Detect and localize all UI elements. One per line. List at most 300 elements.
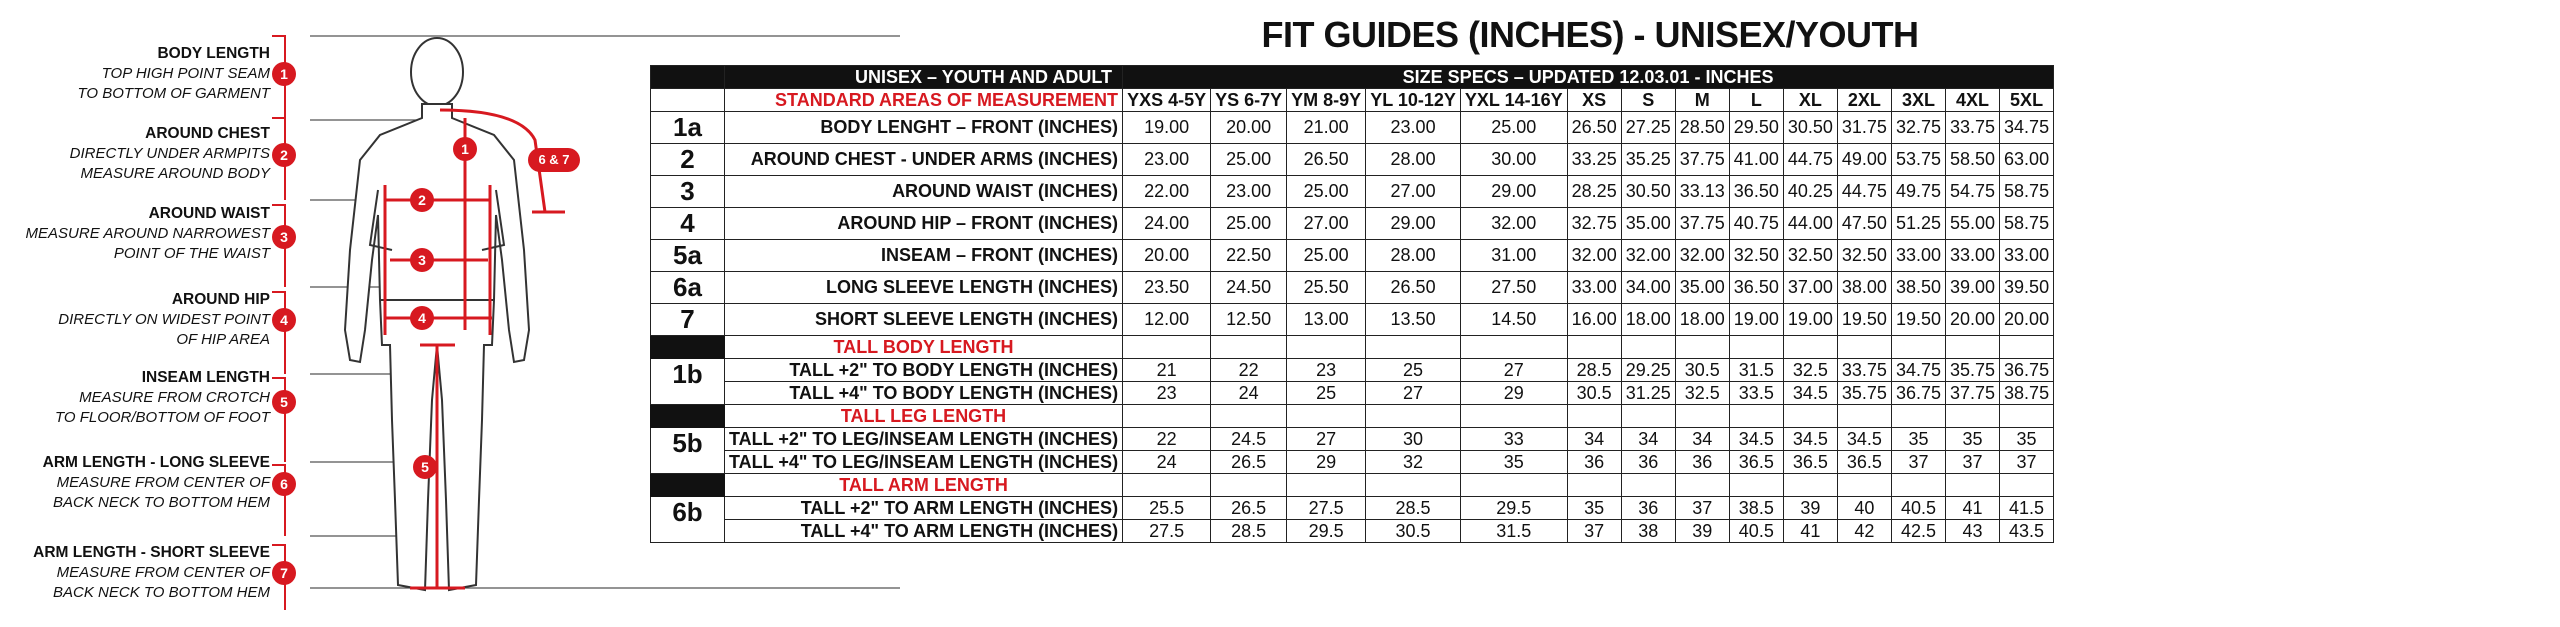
empty-cell: [1123, 405, 1211, 428]
empty-cell: [1287, 336, 1366, 359]
table-cell: 34.75: [1891, 359, 1945, 382]
table-cell: 36.50: [1729, 176, 1783, 208]
table-cell: 35.75: [1945, 359, 1999, 382]
table-cell: 23.00: [1211, 176, 1287, 208]
legend-number-4: 4: [272, 308, 296, 332]
table-cell: 39: [1675, 520, 1729, 543]
size-column-header: XS: [1567, 89, 1621, 112]
table-cell: 26.5: [1211, 497, 1287, 520]
size-header-blank: [651, 89, 725, 112]
legend-title: AROUND WAIST: [148, 205, 270, 222]
empty-cell: [1891, 474, 1945, 497]
table-cell: 33.75: [1837, 359, 1891, 382]
empty-cell: [1366, 336, 1461, 359]
legend-desc: OF HIP AREA: [176, 331, 270, 348]
table-cell: 19.00: [1123, 112, 1211, 144]
table-cell: 58.75: [2000, 208, 2054, 240]
tall-group-bar: [651, 336, 725, 359]
table-cell: 23.00: [1123, 144, 1211, 176]
legend-item: [0, 543, 270, 603]
row-id: 3: [651, 176, 725, 208]
legend-number-2: 2: [272, 143, 296, 167]
table-row: [651, 176, 2054, 208]
table-cell: 25: [1366, 359, 1461, 382]
figure-marker-5: 5: [413, 455, 437, 479]
legend-item: [0, 204, 270, 264]
empty-cell: [1287, 405, 1366, 428]
table-cell: 34.5: [1783, 382, 1837, 405]
empty-cell: [1621, 474, 1675, 497]
table-cell: 34.5: [1729, 428, 1783, 451]
table-cell: 13.50: [1366, 304, 1461, 336]
table-cell: 44.75: [1837, 176, 1891, 208]
legend-desc: MEASURE AROUND NARROWEST: [25, 225, 270, 242]
table-cell: 44.00: [1783, 208, 1837, 240]
table-cell: 21.00: [1287, 112, 1366, 144]
empty-cell: [1460, 474, 1567, 497]
empty-cell: [1945, 474, 1999, 497]
table-cell: 28.50: [1675, 112, 1729, 144]
table-row: [651, 359, 2054, 382]
row-id: 4: [651, 208, 725, 240]
empty-cell: [2000, 405, 2054, 428]
table-cell: 58.75: [2000, 176, 2054, 208]
empty-cell: [1783, 474, 1837, 497]
table-cell: 29.50: [1729, 112, 1783, 144]
table-row: [651, 451, 2054, 474]
empty-cell: [1211, 405, 1287, 428]
table-cell: 12.50: [1211, 304, 1287, 336]
table-cell: 36.5: [1729, 451, 1783, 474]
table-cell: 23.50: [1123, 272, 1211, 304]
table-cell: 32: [1366, 451, 1461, 474]
table-cell: 25.50: [1287, 272, 1366, 304]
legend-number-5: 5: [272, 390, 296, 414]
size-spec-table: [650, 65, 2054, 543]
empty-cell: [1729, 474, 1783, 497]
empty-cell: [1621, 405, 1675, 428]
tall-group-heading: TALL BODY LENGTH: [725, 336, 1123, 359]
empty-cell: [1287, 474, 1366, 497]
size-header-row: [651, 89, 2054, 112]
table-cell: 40: [1837, 497, 1891, 520]
table-cell: 24: [1211, 382, 1287, 405]
table-cell: 31.25: [1621, 382, 1675, 405]
legend-desc: TO FLOOR/BOTTOM OF FOOT: [54, 409, 270, 426]
table-cell: 29: [1460, 382, 1567, 405]
legend-item: [0, 44, 270, 104]
table-cell: 30.50: [1783, 112, 1837, 144]
tall-group-heading-row: [651, 405, 2054, 428]
table-cell: 34: [1567, 428, 1621, 451]
table-row: [651, 428, 2054, 451]
table-cell: 34.5: [1837, 428, 1891, 451]
legend-desc: POINT OF THE WAIST: [113, 245, 270, 262]
legend-item: [0, 368, 270, 428]
table-cell: 20.00: [1123, 240, 1211, 272]
table-cell: 41.00: [1729, 144, 1783, 176]
legend-number-6: 6: [272, 472, 296, 496]
table-cell: 31.75: [1837, 112, 1891, 144]
table-cell: 28.5: [1567, 359, 1621, 382]
table-cell: 18.00: [1621, 304, 1675, 336]
table-cell: 32.00: [1460, 208, 1567, 240]
table-cell: 36: [1621, 497, 1675, 520]
table-cell: 38.50: [1891, 272, 1945, 304]
table-cell: 14.50: [1460, 304, 1567, 336]
table-cell: 33.5: [1729, 382, 1783, 405]
table-cell: 13.00: [1287, 304, 1366, 336]
table-cell: 30.50: [1621, 176, 1675, 208]
table-cell: 37: [1891, 451, 1945, 474]
measurement-label: TALL +2" TO LEG/INSEAM LENGTH (INCHES): [725, 428, 1123, 451]
size-column-header: YL 10-12Y: [1366, 89, 1461, 112]
table-cell: 36.50: [1729, 272, 1783, 304]
empty-cell: [1211, 336, 1287, 359]
measurement-label: INSEAM – FRONT (INCHES): [725, 240, 1123, 272]
table-cell: 28.00: [1366, 144, 1461, 176]
table-cell: 33.00: [1891, 240, 1945, 272]
standard-areas-label: STANDARD AREAS OF MEASUREMENT: [725, 89, 1123, 112]
size-column-header: 5XL: [2000, 89, 2054, 112]
measurement-label: AROUND CHEST - UNDER ARMS (INCHES): [725, 144, 1123, 176]
row-id: 5a: [651, 240, 725, 272]
table-cell: 35: [1460, 451, 1567, 474]
table-cell: 37: [1675, 497, 1729, 520]
table-cell: 40.5: [1891, 497, 1945, 520]
table-cell: 38: [1621, 520, 1675, 543]
table-cell: 36: [1621, 451, 1675, 474]
table-cell: 22: [1123, 428, 1211, 451]
table-cell: 43.5: [2000, 520, 2054, 543]
row-id: 2: [651, 144, 725, 176]
table-cell: 39.00: [1945, 272, 1999, 304]
empty-cell: [1783, 405, 1837, 428]
empty-cell: [1729, 336, 1783, 359]
empty-cell: [2000, 336, 2054, 359]
empty-cell: [1675, 474, 1729, 497]
table-cell: 29.5: [1460, 497, 1567, 520]
table-cell: 34.00: [1621, 272, 1675, 304]
size-column-header: YM 8-9Y: [1287, 89, 1366, 112]
size-column-header: 3XL: [1891, 89, 1945, 112]
size-column-header: YXS 4-5Y: [1123, 89, 1211, 112]
table-cell: 42: [1837, 520, 1891, 543]
legend-desc: DIRECTLY ON WIDEST POINT: [58, 311, 270, 328]
empty-cell: [1567, 336, 1621, 359]
legend-desc: MEASURE FROM CENTER OF: [56, 474, 270, 491]
legend-desc: MEASURE AROUND BODY: [80, 165, 270, 182]
empty-cell: [1366, 474, 1461, 497]
table-cell: 28.5: [1366, 497, 1461, 520]
table-cell: 30.5: [1567, 382, 1621, 405]
table-cell: 54.75: [1945, 176, 1999, 208]
table-cell: 33.00: [1567, 272, 1621, 304]
header-right-title: SIZE SPECS – UPDATED 12.03.01 - INCHES: [1123, 66, 2054, 89]
figure-marker-1: 1: [453, 137, 477, 161]
row-id: 1b: [651, 359, 725, 405]
row-id: 5b: [651, 428, 725, 474]
table-cell: 26.50: [1287, 144, 1366, 176]
table-cell: 35.75: [1837, 382, 1891, 405]
table-row: [651, 497, 2054, 520]
measurement-label: LONG SLEEVE LENGTH (INCHES): [725, 272, 1123, 304]
size-column-header: M: [1675, 89, 1729, 112]
empty-cell: [1729, 405, 1783, 428]
legend-title: ARM LENGTH - LONG SLEEVE: [42, 454, 270, 471]
legend-title: AROUND CHEST: [145, 125, 270, 142]
table-cell: 25: [1287, 382, 1366, 405]
tall-group-heading: TALL LEG LENGTH: [725, 405, 1123, 428]
table-cell: 32.00: [1621, 240, 1675, 272]
table-cell: 23: [1123, 382, 1211, 405]
table-cell: 32.50: [1783, 240, 1837, 272]
header-left-title: UNISEX – YOUTH AND ADULT: [725, 66, 1123, 89]
table-cell: 32.00: [1675, 240, 1729, 272]
table-cell: 31.5: [1729, 359, 1783, 382]
table-cell: 35.00: [1675, 272, 1729, 304]
measurement-label: AROUND WAIST (INCHES): [725, 176, 1123, 208]
table-cell: 20.00: [1945, 304, 1999, 336]
table-cell: 25.00: [1287, 240, 1366, 272]
table-cell: 33.00: [1945, 240, 1999, 272]
table-cell: 40.25: [1783, 176, 1837, 208]
size-column-header: YXL 14-16Y: [1460, 89, 1567, 112]
table-cell: 37: [1945, 451, 1999, 474]
table-cell: 36: [1675, 451, 1729, 474]
legend-item: [0, 124, 270, 184]
measurement-legend: [0, 0, 270, 627]
table-cell: 25.00: [1460, 112, 1567, 144]
legend-title: BODY LENGTH: [157, 45, 270, 62]
table-cell: 21: [1123, 359, 1211, 382]
table-cell: 26.5: [1211, 451, 1287, 474]
empty-cell: [1837, 405, 1891, 428]
table-cell: 25.5: [1123, 497, 1211, 520]
table-cell: 47.50: [1837, 208, 1891, 240]
table-cell: 43: [1945, 520, 1999, 543]
table-cell: 36.75: [2000, 359, 2054, 382]
empty-cell: [1945, 336, 1999, 359]
row-id: 7: [651, 304, 725, 336]
table-cell: 30.5: [1675, 359, 1729, 382]
table-cell: 49.00: [1837, 144, 1891, 176]
measurement-label: TALL +4" TO BODY LENGTH (INCHES): [725, 382, 1123, 405]
table-cell: 35.00: [1621, 208, 1675, 240]
table-cell: 27: [1460, 359, 1567, 382]
table-cell: 35: [1945, 428, 1999, 451]
table-cell: 22.50: [1211, 240, 1287, 272]
table-cell: 27.00: [1366, 176, 1461, 208]
legend-title: ARM LENGTH - SHORT SLEEVE: [33, 544, 270, 561]
table-cell: 55.00: [1945, 208, 1999, 240]
measurement-label: TALL +4" TO ARM LENGTH (INCHES): [725, 520, 1123, 543]
legend-desc: MEASURE FROM CROTCH: [79, 389, 270, 406]
table-cell: 37.75: [1675, 144, 1729, 176]
table-cell: 32.5: [1675, 382, 1729, 405]
table-row: [651, 520, 2054, 543]
size-column-header: S: [1621, 89, 1675, 112]
table-cell: 36.5: [1837, 451, 1891, 474]
measurement-label: BODY LENGHT – FRONT (INCHES): [725, 112, 1123, 144]
legend-number-7: 7: [272, 561, 296, 585]
legend-number-3: 3: [272, 225, 296, 249]
legend-desc: MEASURE FROM CENTER OF: [56, 564, 270, 581]
table-cell: 28.00: [1366, 240, 1461, 272]
tall-group-bar: [651, 474, 725, 497]
empty-cell: [1675, 405, 1729, 428]
table-cell: 31.00: [1460, 240, 1567, 272]
table-cell: 28.5: [1211, 520, 1287, 543]
table-cell: 27: [1287, 428, 1366, 451]
empty-cell: [2000, 474, 2054, 497]
table-cell: 24.50: [1211, 272, 1287, 304]
table-cell: 12.00: [1123, 304, 1211, 336]
table-cell: 30.5: [1366, 520, 1461, 543]
table-cell: 19.00: [1729, 304, 1783, 336]
table-cell: 29.00: [1460, 176, 1567, 208]
table-row: [651, 112, 2054, 144]
legend-desc: TO BOTTOM OF GARMENT: [77, 85, 270, 102]
size-column-header: YS 6-7Y: [1211, 89, 1287, 112]
table-cell: 37.75: [1945, 382, 1999, 405]
empty-cell: [1837, 474, 1891, 497]
measurement-label: TALL +2" TO ARM LENGTH (INCHES): [725, 497, 1123, 520]
table-cell: 30: [1366, 428, 1461, 451]
empty-cell: [1567, 405, 1621, 428]
figure-marker-2: 2: [410, 188, 434, 212]
empty-cell: [1123, 336, 1211, 359]
table-row: [651, 144, 2054, 176]
table-cell: 23.00: [1366, 112, 1461, 144]
table-cell: 32.50: [1729, 240, 1783, 272]
tall-group-heading-row: [651, 474, 2054, 497]
table-cell: 26.50: [1366, 272, 1461, 304]
row-id: 6b: [651, 497, 725, 543]
table-cell: 25.00: [1211, 208, 1287, 240]
empty-cell: [1891, 336, 1945, 359]
table-cell: 27.00: [1287, 208, 1366, 240]
empty-cell: [1460, 405, 1567, 428]
measurement-label: TALL +2" TO BODY LENGTH (INCHES): [725, 359, 1123, 382]
table-cell: 29: [1287, 451, 1366, 474]
row-id: 6a: [651, 272, 725, 304]
table-cell: 26.50: [1567, 112, 1621, 144]
empty-cell: [1945, 405, 1999, 428]
table-cell: 33.25: [1567, 144, 1621, 176]
figure-marker-4: 4: [410, 306, 434, 330]
table-cell: 38.00: [1837, 272, 1891, 304]
table-cell: 40.5: [1729, 520, 1783, 543]
table-cell: 23: [1287, 359, 1366, 382]
table-cell: 34.75: [2000, 112, 2054, 144]
table-cell: 32.75: [1567, 208, 1621, 240]
measurement-label: TALL +4" TO LEG/INSEAM LENGTH (INCHES): [725, 451, 1123, 474]
size-column-header: XL: [1783, 89, 1837, 112]
table-row: [651, 240, 2054, 272]
table-row: [651, 382, 2054, 405]
table-cell: 36.5: [1783, 451, 1837, 474]
table-cell: 32.75: [1891, 112, 1945, 144]
table-cell: 41.5: [2000, 497, 2054, 520]
table-cell: 33: [1460, 428, 1567, 451]
legend-item: [0, 453, 270, 513]
empty-cell: [1891, 405, 1945, 428]
table-cell: 42.5: [1891, 520, 1945, 543]
table-cell: 27: [1366, 382, 1461, 405]
table-cell: 24.00: [1123, 208, 1211, 240]
tall-group-heading-row: [651, 336, 2054, 359]
measurement-label: SHORT SLEEVE LENGTH (INCHES): [725, 304, 1123, 336]
table-cell: 37.75: [1675, 208, 1729, 240]
table-cell: 41: [1945, 497, 1999, 520]
table-cell: 38.5: [1729, 497, 1783, 520]
table-cell: 27.50: [1460, 272, 1567, 304]
table-cell: 31.5: [1460, 520, 1567, 543]
table-cell: 32.5: [1783, 359, 1837, 382]
table-cell: 30.00: [1460, 144, 1567, 176]
legend-desc: TOP HIGH POINT SEAM: [101, 65, 270, 82]
size-column-header: 4XL: [1945, 89, 1999, 112]
table-cell: 36.75: [1891, 382, 1945, 405]
empty-cell: [1567, 474, 1621, 497]
legend-item: [0, 290, 270, 350]
row-id: 1a: [651, 112, 725, 144]
table-cell: 29.25: [1621, 359, 1675, 382]
figure-marker-3: 3: [410, 248, 434, 272]
table-cell: 34: [1621, 428, 1675, 451]
legend-title: INSEAM LENGTH: [141, 369, 270, 386]
table-row: [651, 304, 2054, 336]
table-cell: 32.50: [1837, 240, 1891, 272]
legend-desc: BACK NECK TO BOTTOM HEM: [53, 584, 270, 601]
table-cell: 22: [1211, 359, 1287, 382]
table-cell: 25.00: [1211, 144, 1287, 176]
table-cell: 25.00: [1287, 176, 1366, 208]
table-cell: 22.00: [1123, 176, 1211, 208]
legend-desc: DIRECTLY UNDER ARMPITS: [69, 145, 270, 162]
table-cell: 20.00: [2000, 304, 2054, 336]
table-cell: 16.00: [1567, 304, 1621, 336]
table-cell: 32.00: [1567, 240, 1621, 272]
tall-group-heading: TALL ARM LENGTH: [725, 474, 1123, 497]
table-cell: 34.5: [1783, 428, 1837, 451]
legend-number-1: 1: [272, 62, 296, 86]
table-cell: 49.75: [1891, 176, 1945, 208]
legend-desc: BACK NECK TO BOTTOM HEM: [53, 494, 270, 511]
size-column-header: L: [1729, 89, 1783, 112]
table-cell: 29.5: [1287, 520, 1366, 543]
table-cell: 53.75: [1891, 144, 1945, 176]
empty-cell: [1460, 336, 1567, 359]
table-cell: 19.50: [1891, 304, 1945, 336]
table-cell: 33.75: [1945, 112, 1999, 144]
empty-cell: [1837, 336, 1891, 359]
table-cell: 40.75: [1729, 208, 1783, 240]
table-cell: 44.75: [1783, 144, 1837, 176]
figure-marker-6-7: 6 & 7: [528, 148, 580, 172]
empty-cell: [1675, 336, 1729, 359]
legend-title: AROUND HIP: [171, 291, 270, 308]
table-header-bar: [651, 66, 2054, 89]
table-row: [651, 208, 2054, 240]
measurement-label: AROUND HIP – FRONT (INCHES): [725, 208, 1123, 240]
table-cell: 24: [1123, 451, 1211, 474]
table-cell: 41: [1783, 520, 1837, 543]
table-cell: 27.5: [1287, 497, 1366, 520]
table-cell: 18.00: [1675, 304, 1729, 336]
table-cell: 27.25: [1621, 112, 1675, 144]
